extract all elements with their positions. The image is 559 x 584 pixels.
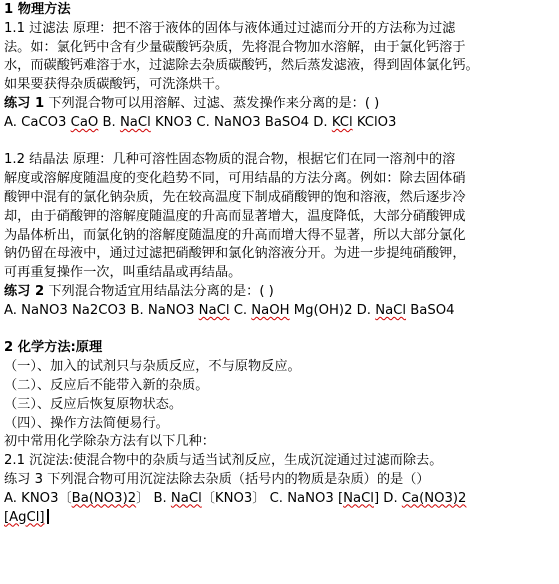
principle-item: （四）、操作方法简便易行。	[4, 415, 169, 431]
exercise-2-label: 练习 2	[4, 283, 45, 299]
filtration-label: 1.1 过滤法	[4, 20, 69, 36]
precipitation-method: 2.1 沉淀法:使混合物中的杂质与适当试剂反应，生成沉淀通过过滤而除去。	[4, 453, 443, 469]
paragraph-line: 酸钾中混有的氯化钠杂质，先在较高温度下制成硝酸钾的饱和溶液，然后逐步冷	[4, 189, 466, 205]
exercise-2-options: A. NaNO3 Na2CO3 B. NaNO3 NaCl C. NaOH Mg(OH)2 D. NaCl BaSO4	[4, 302, 455, 318]
exercise-3-options-continued: [AgCl]	[4, 509, 556, 528]
principle-item: （一）、加入的试剂只与杂质反应，不与原物反应。	[4, 359, 301, 375]
principle-item: （三）、反应后恢复原物状态。	[4, 396, 183, 412]
paragraph-line: 为晶体析出，而氯化钠的溶解度随温度的升高而增大得不显著，所以大部分氯化	[4, 227, 466, 243]
paragraph-line: 解度或溶解度随温度的变化趋势不同，可用结晶的方法分离。例如：除去固体硝	[4, 171, 466, 187]
methods-intro: 初中常用化学除杂方法有以下几种：	[4, 434, 215, 450]
principle-item: （二）、反应后不能带入新的杂质。	[4, 377, 209, 393]
paragraph-line: 却，由于硝酸钾的溶解度随温度的升高而显著增大，温度降低，大部分硝酸钾成	[4, 208, 466, 224]
exercise-2	[4, 283, 556, 321]
section-heading-chemical-methods: 2 化学方法:原理	[4, 340, 103, 356]
exercise-1-options: A. CaCO3 CaO B. NaCl KNO3 C. NaNO3 BaSO4 D. KCl KClO3	[4, 114, 397, 130]
exercise-3-options: A. KNO3〔Ba(NO3)2〕 B. NaCl〔KNO3〕 C. NaNO3 [NaCl] D. Ca(NO3)2	[4, 490, 467, 506]
paragraph-line: 如果要获得杂质碳酸钙，可洗涤烘干。	[4, 77, 229, 93]
paragraph-line: 法。如：氯化钙中含有少量碳酸钙杂质，先将混合物加水溶解，由于氯化钙溶于	[4, 39, 466, 55]
exercise-2-question: 下列混合物适宜用结晶法分离的是：( )	[44, 283, 274, 299]
paragraph-line: 钠仍留在母液中，通过过滤把硝酸钾和氯化钠溶液分开。为进一步提纯硝酸钾，	[4, 246, 466, 262]
section-heading-physical-methods: 1 物理方法	[4, 2, 71, 17]
exercise-3	[4, 471, 556, 527]
exercise-1-label: 练习 1	[4, 95, 45, 111]
exercise-1	[4, 95, 556, 133]
paragraph-line: 可再重复操作一次，叫重结晶或再结晶。	[4, 265, 242, 281]
principles-list	[4, 358, 556, 433]
text-cursor	[47, 509, 49, 524]
exercise-3-question: 练习 3 下列混合物可用沉淀法除去杂质（括号内的物质是杂质）的是（）	[4, 471, 430, 487]
crystallization-paragraph: 1.2 结晶法 原理：几种可溶性固态物质的混合物，根据它们在同一溶剂中的溶 解度或溶解度随温度的变化趋势不同，可用结晶的方法分离。例如：除去固体硝 酸钾中混有的氯化钠杂质，先在较高温度下制成硝酸钾的饱和溶液，然后逐步冷 却，由于硝酸钾的溶解度随温度的升高而显著增大，温度降低，大部分硝酸钾成 为晶体析出，而氯化钠的溶解度随温度的升高而增大得不显著，所以大部分氯化 钠仍留在母液中，通过过滤把硝酸钾和氯化钠溶液分开。为进一步提纯硝酸钾， 可再重复操作一次，叫重结晶或再结晶。	[4, 151, 556, 283]
filtration-paragraph: 1.1 过滤法 原理：把不溶于液体的固体与液体通过过滤而分开的方法称为过滤 法。如：氯化钙中含有少量碳酸钙杂质，先将混合物加水溶解，由于氯化钙溶于 水，而碳酸钙难溶于水，过滤除去杂质碳酸钙，然后蒸发滤液，得到固体氯化钙。 如果要获得杂质碳酸钙，可洗涤烘干。	[4, 20, 556, 95]
paragraph-line: 水，而碳酸钙难溶于水，过滤除去杂质碳酸钙，然后蒸发滤液，得到固体氯化钙。	[4, 58, 479, 74]
exercise-1-question: 下列混合物可以用溶解、过滤、蒸发操作来分离的是：( )	[44, 95, 380, 111]
crystallization-label: 1.2 结晶法	[4, 152, 69, 168]
